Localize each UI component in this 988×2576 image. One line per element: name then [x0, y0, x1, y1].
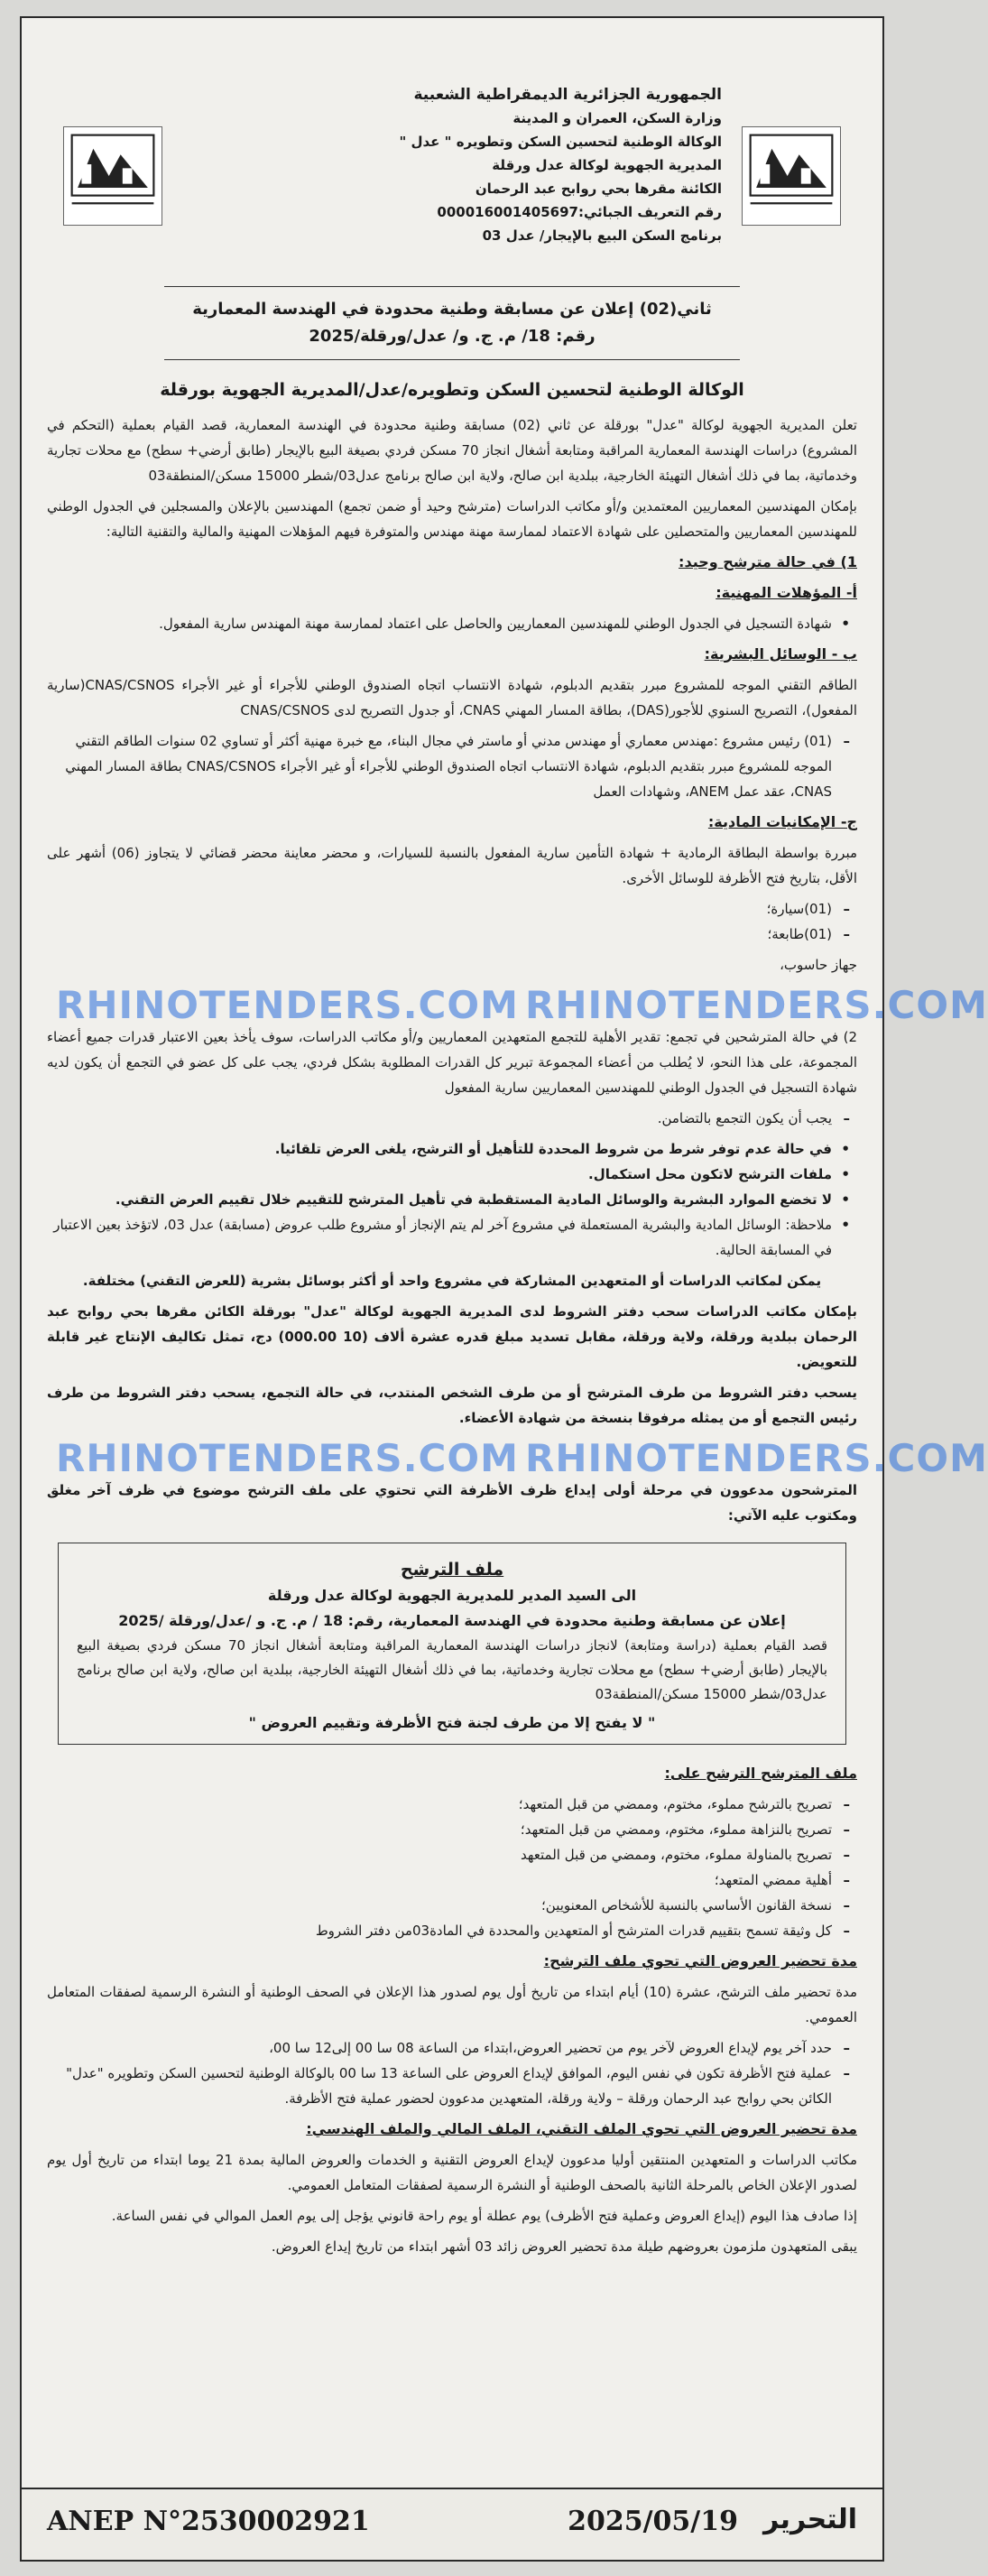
country-name: الجمهورية الجزائرية الديمقراطية الشعبية [413, 86, 722, 104]
watermark-text: RHINOTENDERS.COM [525, 1436, 988, 1480]
human-resources-text: الطاقم التقني الموجه للمشروع مبرر بتقديم الدبلوم، شهادة الانتساب اتجاه الصندوق الوطني للأجراء أو غير الأجراء CNAS/CSNOS(سارية المفعول)، التصريح السنوي للأجور(DAS)، بطاقة المسار المهني CNAS، أو جدول التصريح لدى CNAS/CSNOS [47, 677, 857, 718]
list-item: – كل وثيقة تسمح بتقييم قدرات المترشح أو المتعهدين والمحددة في المادة03من دفتر الشروط [47, 1918, 832, 1943]
watermark-row-2 [47, 1436, 988, 1480]
watermark-text: RHINOTENDERS.COM [56, 983, 519, 1027]
list-item: • ملاحظة: الوسائل المادية والبشرية المستعملة في مشروع آخر لم يتم الإنجاز أو مشروع طلب عروض (مسابقة) عدل 03، لاتؤخذ بعين الاعتبار في المسابقة الحالية. [47, 1212, 832, 1263]
eligibility-paragraph: بإمكان المهندسين المعماريين المعتمدين و/أو مكاتب الدراسات (مترشح وحيد أو ضمن تجمع) المهندسين بالإعلان والمسجلين في الجدول الوطني للمهندسين المعماريين والمتحصلين على شهادة الاعتماد لممارسة مهنة مهندس والمتوفرة فيهم المؤهلات المهنية والمالية والتقنية التالية: [47, 498, 857, 540]
list-item: • لا تخضع الموارد البشرية والوسائل المادية المستقطبة في تأهيل المترشح للتقييم خلال تقييم العرض التقني. [47, 1187, 832, 1212]
technical-offer-text: مكاتب الدراسات و المتعهدين المنتقين أوليا مدعوون لإيداع العروض التقنية و الخدمات والعروض المالية بمدة 21 يوما ابتداء من تاريخ أول يوم لصدور الإعلان الخاص بالمرحلة الثانية بالصحف الوطنية أو النشرة الرسمية لصفقات المتعامل العمومي. [47, 2152, 858, 2193]
address: الكائنة مقرها بحي روابح عبد الرحمان [475, 181, 722, 197]
header [47, 38, 857, 244]
publication-date: 2025/05/19 [568, 2506, 738, 2537]
notice-number: رقم: 18/ م. ج. و/ عدل/ورقلة/2025 [309, 327, 596, 346]
material-text: مبررة بواسطة البطاقة الرمادية + شهادة التأمين سارية المفعول بالنسبة للسيارات، و محضر معاينة محضر قضائي لا يتجاوز (06) أشهر على الأقل، بتاريخ فتح الأظرفة للوسائل الأخرى. [47, 845, 857, 886]
case-single-heading: 1) في حالة مترشح وحيد: [679, 553, 857, 570]
intro-paragraph: تعلن المديرية الجهوية لوكالة "عدل" بورقلة عن ثاني (02) مسابقة وطنية محدودة في الهندسة المعمارية، قصد القيام بعملية (التحكم في المشروع) دراسات الهندسة المعمارية المراقبة ومتابعة أشغال انجاز 70 مسكن فردي بصيغة البيع بالإيجار (طابق أرضي+ سطح) مع محلات تجارية وخدماتية، بما في ذلك أشغال التهيئة الخارجية، ببلدية ابن صالح، ولاية ابن صالح برنامج عدل03/شطر 15000 مسكن/المنطقة03 [47, 417, 857, 484]
issuer-block [182, 83, 722, 247]
deadlines-heading: مدة تحضير العروض التي تحوي ملف الترشح: [543, 1952, 857, 1969]
list-item: – (01)طابعة؛ [47, 922, 832, 947]
notice-subtitle: الوكالة الوطنية لتحسين السكن وتطويره/عدل/المديرية الجهوية بورقلة [160, 380, 744, 400]
list-item: – تصريح بالترشح مملوء، مختوم، وممضي من قبل المتعهد؛ [47, 1792, 832, 1817]
envelope-paragraph: المترشحون مدعوون في مرحلة أولى إيداع ظرف الأظرفة التي تحتوي على ملف الترشح موضوع في ظرف آخر مغلق ومكتوب عليه الآتي: [47, 1482, 857, 1524]
list-item: – (01) رئيس مشروع :مهندس معماري أو مهندس مدني أو ماستر في مجال البناء، مع خبرة مهنية أكثر أو تساوي 02 سنوات الطاقم التقني الموجه للمشروع مبرر بتقديم الدبلوم، شهادة الانتساب اتجاه الصندوق الوطني للأجراء أو غير الأجراء CNAS/CSNOS بطاقة المسار المهني CNAS، عقد عمل ANEM، وشهادات العمل [47, 728, 832, 804]
file-box-title: ملف الترشح [400, 1560, 504, 1580]
withdraw-paragraph-2: يسحب دفتر الشروط من طرف المترشح أو من طرف الشخص المنتدب، في حالة التجمع، يسحب دفتر الشروط من طرف رئيس التجمع أو من يمثله مرفوقا بنسخة من شهادة الأعضاء. [47, 1385, 857, 1426]
newspaper-clipping [20, 16, 988, 2562]
ministry: وزارة السكن، العمران و المدينة [512, 110, 722, 126]
list-item: – أهلية ممضي المتعهد؛ [47, 1867, 832, 1893]
file-box-note: " لا يفتح إلا من طرف لجنة فتح الأظرفة وتقييم العروض " [248, 1714, 656, 1731]
tax-id: رقم التعريف الجبائي:000016001405697 [437, 204, 722, 220]
withdraw-paragraph: بإمكان مكاتب الدراسات سحب دفتر الشروط لدى المديرية الجهوية لوكالة "عدل" بورقلة الكائن مقرها بحي روابح عبد الرحمان ببلدية ورقلة، ولاية ورقلة، مقابل تسديد مبلغ قدره عشرة ألاف (10 000.00) دج، تمثل تكاليف الإنتاج غير قابلة للتعويض. [47, 1303, 857, 1370]
human-resources-heading: ب - الوسائل البشرية: [704, 645, 857, 663]
validity-note: يبقى المتعهدون ملزمون بعروضهم طيلة مدة تحضير العروض زائد 03 أشهر ابتداء من تاريخ إيداع العروض. [271, 2238, 857, 2255]
notice-title-box [164, 286, 740, 360]
file-box-object: قصد القيام بعملية (دراسة ومتابعة) لانجاز دراسات الهندسة المعمارية المراقبة ومتابعة أشغال انجاز 70 مسكن فردي بصيغة البيع بالإيجار (طابق أرضي+ سطح) مع محلات تجارية وخدماتية، بما في ذلك أشغال التهيئة الخارجية، ببلدية ابن صالح، ولاية ابن صالح برنامج عدل03/شطر 15000 مسكن/المنطقة03 [77, 1637, 827, 1702]
list-item: – يجب أن يكون التجمع بالتضامن. [47, 1106, 832, 1131]
candidacy-envelope-box [58, 1543, 846, 1745]
list-item: – تصريح بالنزاهة مملوء، مختوم، وممضي من قبل المتعهد؛ [47, 1817, 832, 1842]
material-list [47, 896, 857, 947]
list-item: – (01)سيارة؛ [47, 896, 832, 922]
list-item: – حدد آخر يوم لإيداع العروض لآخر يوم من تحضير العروض،ابتداء من الساعة 08 سا 00 إلى12 سا 00، [47, 2035, 832, 2061]
file-box-recipient: الى السيد المدير للمديرية الجهوية لوكالة عدل ورقلة [267, 1587, 637, 1604]
deadlines-text: مدة تحضير ملف الترشح، عشرة (10) أيام ابتداء من تاريخ أول يوم لصدور هذا الإعلان في الصحف الوطنية أو النشرة الرسمية لصفقات المتعامل العمومي. [47, 1984, 857, 2025]
adl-logo-left [63, 126, 162, 226]
case-group-paragraph: 2) في حالة المترشحين في تجمع: تقدير الأهلية للتجمع المتعهدين المعماريين و/أو مكاتب الدراسات، سوف يأخذ بعين الاعتبار قدرات جميع أعضاء المجموعة، على هذا النحو، لا يُطلب من أعضاء المجموعة تبرير كل القدرات المطلوبة بشكل فردي، يجب على كل عضو في التجمع أن يكون لديه شهادة التسجيل في الجدول الوطني للمهندسين المعماريين سارية المفعول [47, 1029, 857, 1096]
technical-offer-heading: مدة تحضير العروض التي تحوي الملف التقني، الملف المالي والملف الهندسي: [306, 2120, 857, 2137]
list-item: – نسخة القانون الأساسي بالنسبة للأشخاص المعنويين؛ [47, 1893, 832, 1918]
material-pc: جهاز حاسوب، [780, 957, 857, 973]
list-item: – عملية فتح الأظرفة تكون في نفس اليوم، الموافق لإيداع العروض على الساعة 13 سا 00 بالوكالة الوطنية لتحسين السكن وتطويره "عدل" الكائن بحي روابح عبد الرحمان ورقلة – ولاية ورقلة، المتعهدين مدعوون لحضور عملية فتح الأظرفة. [47, 2061, 832, 2111]
directorate: المديرية الجهوية لوكالة عدل ورقلة [492, 157, 722, 173]
watermark-text: RHINOTENDERS.COM [525, 983, 988, 1027]
candidacy-heading: ملف المترشح الترشح على: [664, 1765, 857, 1782]
watermark-text: RHINOTENDERS.COM [56, 1436, 519, 1480]
file-box-announcement: إعلان عن مسابقة وطنية محدودة في الهندسة المعمارية، رقم: 18 / م. ج. و /عدل/ورقلة /2025 [118, 1612, 786, 1629]
candidacy-list [47, 1792, 857, 1943]
holiday-note: إذا صادف هذا اليوم (إيداع العروض وعملية فتح الأظرف) يوم عطلة أو يوم راحة قانوني يؤجل إلى يوم العمل الموالي في نفس الساعة. [111, 2208, 857, 2224]
anep-number: ANEP N°2530002921 [47, 2506, 370, 2537]
program: برنامج السكن البيع بالإيجار/ عدل 03 [482, 227, 722, 244]
human-resources-list [47, 728, 857, 804]
consortium-note: يمكن لمكاتب الدراسات أو المتعهدين المشاركة في مشروع واحد أو أكثر بوسائل بشرية (للعرض التقني) مختلفة. [82, 1273, 822, 1289]
watermark-row-1 [47, 983, 988, 1027]
footer [22, 2488, 882, 2560]
adl-logo-right [742, 126, 841, 226]
group-list [47, 1106, 857, 1131]
list-item: • ملفات الترشح لاتكون محل استكمال. [47, 1162, 832, 1187]
quals-heading: أ- المؤهلات المهنية: [716, 584, 857, 601]
list-item: • شهادة التسجيل في الجدول الوطني للمهندسين المعماريين والحاصل على اعتماد لممارسة مهنة المهندس سارية المفعول. [47, 611, 832, 636]
material-heading: ج- الإمكانيات المادية: [707, 813, 857, 830]
rules-list [47, 1136, 857, 1263]
agency: الوكالة الوطنية لتحسين السكن وتطويره " عدل " [399, 134, 722, 150]
tahrir-label: التحرير [762, 2504, 857, 2535]
quals-list [47, 611, 857, 636]
notice-title: ثاني(02) إعلان عن مسابقة وطنية محدودة في الهندسة المعمارية [192, 300, 712, 319]
deadlines-list [47, 2035, 857, 2111]
list-item: – تصريح بالمناولة مملوء، مختوم، وممضي من قبل المتعهد [47, 1842, 832, 1867]
list-item: • في حالة عدم توفر شرط من شروط المحددة للتأهيل أو الترشح، يلغى العرض تلقائيا. [47, 1136, 832, 1162]
